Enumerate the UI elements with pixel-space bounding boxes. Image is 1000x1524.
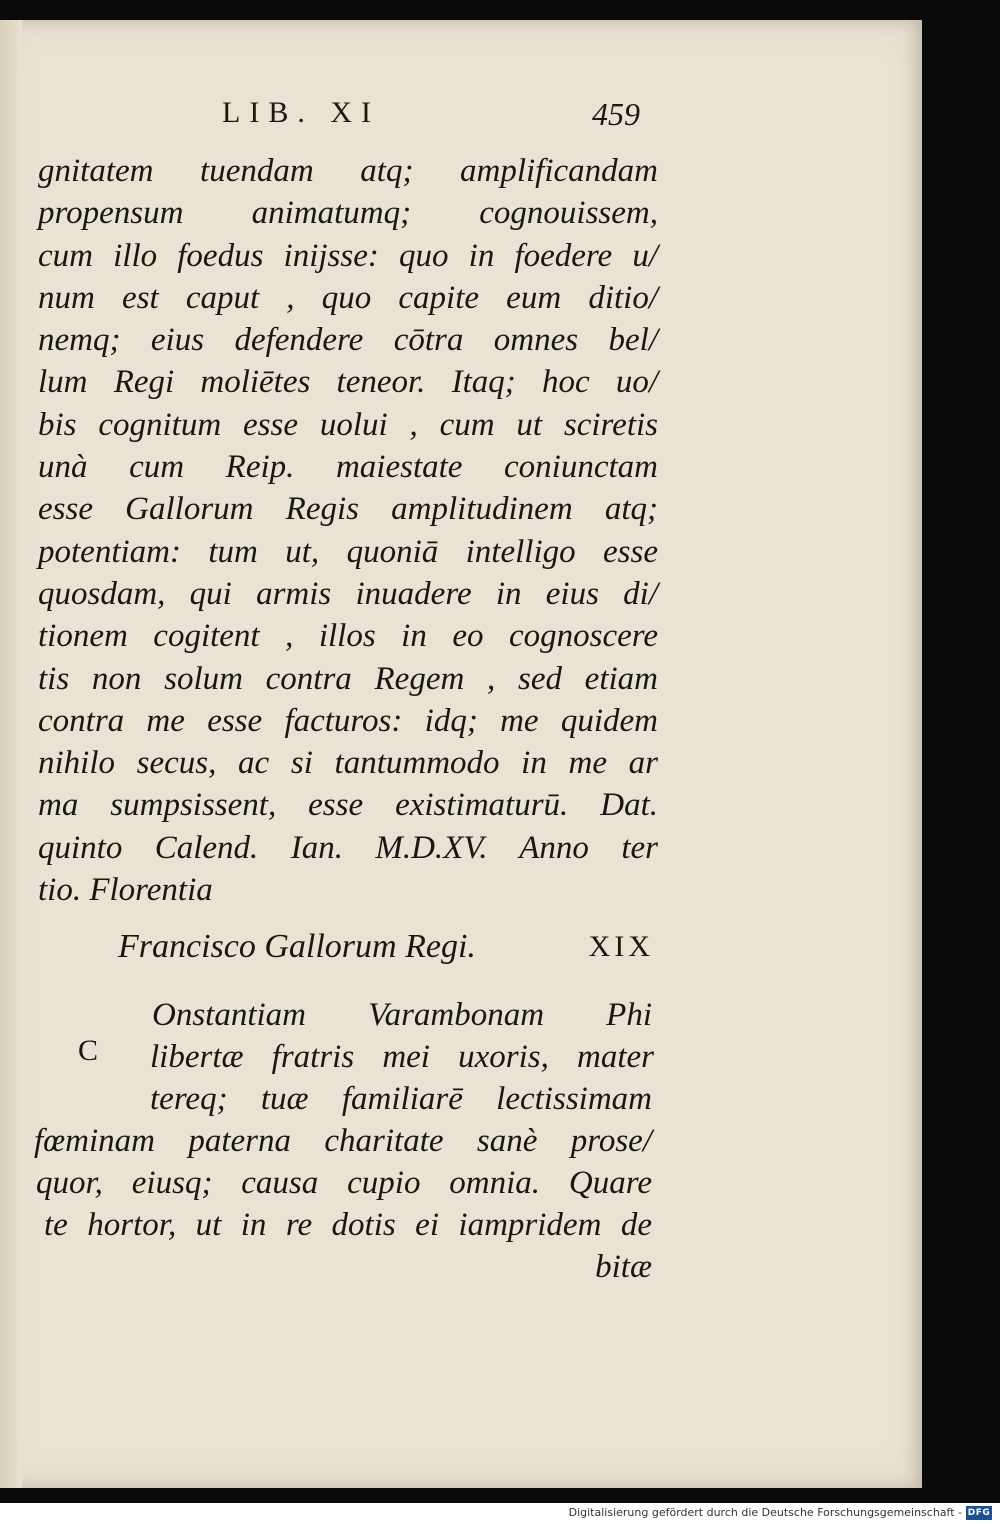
page-gutter-edge [0,20,22,1488]
text-line: gnitatem tuendam atq; amplificandam [38,153,658,189]
text-line: lum Regi moliētes teneor. Itaq; hoc uo/ [38,364,658,401]
text-line: tio. Florentia [38,872,213,909]
letter-number: XIX [588,930,654,963]
text-line: unà cum Reip. maiestate coniunctam [38,449,658,486]
text-line: nemq; eius defendere cōtra omnes bel/ [38,322,658,359]
letter-line: fœminam paterna charitate sanè prose/ [34,1123,652,1159]
letter-line: quor, eiusq; causa cupio omnia. Quare [36,1165,652,1201]
letter-heading [118,928,658,976]
footer-bar [0,1503,1000,1524]
text-line: cum illo foedus inijsse: quo in foedere u/ [38,237,658,274]
text-line: nihilo secus, ac si tantummodo in me ar [38,745,658,782]
letter-line: te hortor, ut in re dotis ei iampridem de [44,1207,652,1243]
book-number: LIB. XI [222,96,380,129]
text-line: ma sumpsissent, esse existimaturū. Dat. [38,787,658,824]
text-line: num est caput , quo capite eum ditio/ [38,279,658,316]
catchword: bitæ [595,1249,652,1285]
text-line: contra me esse facturos: idq; me quidem [38,702,658,739]
drop-initial: C [78,1034,99,1067]
letter-line: libertæ fratris mei uxoris, mater [150,1039,654,1075]
text-line: tionem cogitent , illos in eo cognoscere [38,618,658,655]
text-line: quosdam, qui armis inuadere in eius di/ [38,575,658,612]
letter-line: Onstantiam Varambonam Phi [152,997,652,1033]
main-text-block [38,150,658,911]
footer-credit: Digitalisierung gefördert durch die Deutsche Forschungsgemeinschaft - [568,1506,962,1519]
running-head [0,96,922,136]
page-number: 459 [592,96,640,132]
letter-line: tereq; tuæ familiarē lectissimam [150,1081,652,1117]
dfg-logo-icon: DFG [967,1508,991,1518]
letter-addressee: Francisco Gallorum Regi. [118,928,476,965]
text-line: bis cognitum esse uolui , cum ut sciretis [38,406,658,443]
text-line: tis non solum contra Regem , sed etiam [38,660,658,697]
text-line: quinto Calend. Ian. M.D.XV. Anno ter [38,829,658,866]
text-line: potentiam: tum ut, quoniā intelligo esse [38,533,658,570]
text-line: esse Gallorum Regis amplitudinem atq; [38,491,658,528]
text-line: propensum animatumq; cognouissem, [38,195,658,232]
